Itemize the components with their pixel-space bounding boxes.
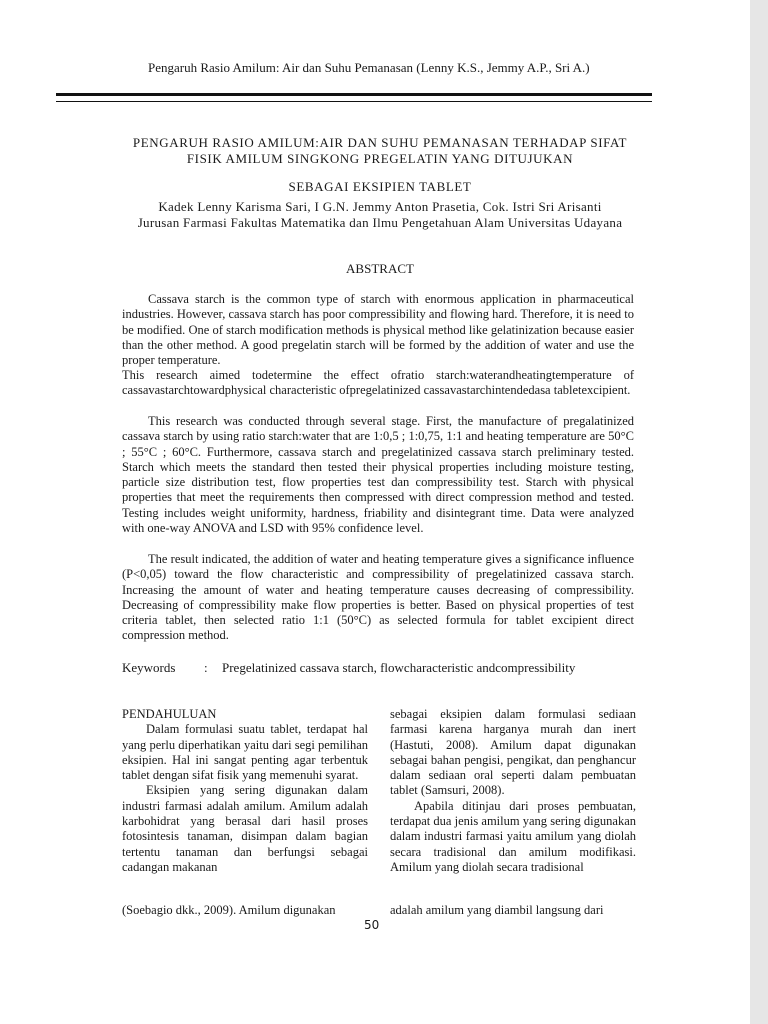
keywords-value: Pregelatinized cassava starch, flowcharacteristic andcompressibility [222,660,576,675]
body-right-last-line: adalah amilum yang diambil langsung dari [390,903,604,917]
body-left-last-line: (Soebagio dkk., 2009). Amilum digunakan [122,903,336,917]
keywords [122,660,575,676]
abstract-heading: ABSTRACT [346,261,414,276]
abstract-paragraph-2: This research aimed todetermine the effect ofratio starch:waterandheatingtemperature of cassavastarchtowardphysical characteristic ofpregelatinized cassavastarchintendedasa tabletexcipient. [122,368,634,398]
keywords-label: Keywords [122,660,176,675]
body-paragraph [122,783,368,875]
paper-title: PENGARUH RASIO AMILUM:AIR DAN SUHU PEMANASAN TERHADAP SIFAT FISIK AMILUM SINGKONG PREGELATIN YANG DITUJUKAN [132,135,628,166]
body-column-right [390,707,636,875]
body-paragraph [122,722,368,783]
keywords-colon: : [204,660,208,675]
abstract-paragraph-4-text: The result indicated, the addition of water and heating temperature gives a significance influence (P<0,05) toward the flow characteristic and compressibility of pregelatinized cassava starch. Increasing the amount of water and heating temperature causes decreasing of compressibility. Decreasing of compressibility make flow properties is better. Based on physical properties of test criteria tablet, then selected ratio 1:1 (50°C) as selected formula for tablet excipient direct compression method. [122,552,634,643]
body-paragraph-text: Dalam formulasi suatu tablet, terdapat hal yang perlu diperhatikan yaitu dari segi pemilihan eksipien. Hal ini sangat penting agar terbentuk tablet dengan sifat fisik yang memenuhi syarat. [122,722,368,783]
section-heading: PENDAHULUAN [122,707,217,721]
paper-title-line-2: SEBAGAI EKSIPIEN TABLET [288,179,472,194]
body-paragraph [390,799,636,875]
abstract-paragraph-3-text: This research was conducted through several stage. First, the manufacture of pregalatinized cassava starch by using ratio starch:water that are 1:0,5 ; 1:0,75, 1:1 and heating temperature are 50°C ; 55°C ; 60°C. Furthermore, cassava starch and pregelatinized cassava starch preliminary tested. Starch which meets the standard then tested their physical properties including moisture testing, particle size distribution test, flow properties test dan compressibility test. Starch with physical properties that meet the requirements then compressed with direct compression method and tested. Testing includes weight uniformity, hardness, friability and disintegrant time. Data were analyzed with one-way ANOVA and LSD with 95% confidence level. [122,414,634,536]
abstract-paragraph-1 [122,292,634,368]
page-number: 50 [364,918,380,932]
abstract-paragraph-4 [122,552,634,644]
body-paragraph-text: Eksipien yang sering digunakan dalam industri farmasi adalah amilum. Amilum adalah karbohidrat yang berasal dari hasil proses fotosintesis tanaman, disimpan dalam bagian tertentu tanaman dan berfungsi sebagai cadangan makanan [122,783,368,874]
affiliation: Jurusan Farmasi Fakultas Matematika dan Ilmu Pengetahuan Alam Universitas Udayana [137,215,623,230]
abstract-paragraph-1-text: Cassava starch is the common type of starch with enormous application in pharmaceutical industries. However, cassava starch has poor compressibility and flowing hard. Therefore, it is need to be modified. One of starch modification methods is physical method like gelatinization because easier than the other method. A good pregelatin starch will be formed by the addition of water and use the proper temperature. [122,292,634,368]
abstract-paragraph-3 [122,414,634,536]
header-rule-thick [56,93,652,96]
authors: Kadek Lenny Karisma Sari, I G.N. Jemmy Anton Prasetia, Cok. Istri Sri Arisanti [158,199,602,214]
body-paragraph: sebagai eksipien dalam formulasi sediaan farmasi karena harganya murah dan inert (Hastuti, 2008). Amilum dapat digunakan sebagai bahan pengisi, pengikat, dan penghancur dalam sediaan oral seperti dalam pembuatan tablet (Samsuri, 2008). [390,707,636,798]
header-rule-thin [56,101,652,102]
running-head: Pengaruh Rasio Amilum: Air dan Suhu Pemanasan (Lenny K.S., Jemmy A.P., Sri A.) [148,60,590,75]
body-paragraph-text: Apabila ditinjau dari proses pembuatan, terdapat dua jenis amilum yang sering digunakan dalam industri farmasi yaitu amilum yang diolah secara tradisional dan amilum modifikasi. Amilum yang diolah secara tradisional [390,798,636,874]
viewer-background-strip [750,0,768,1024]
body-column-left [122,707,368,875]
